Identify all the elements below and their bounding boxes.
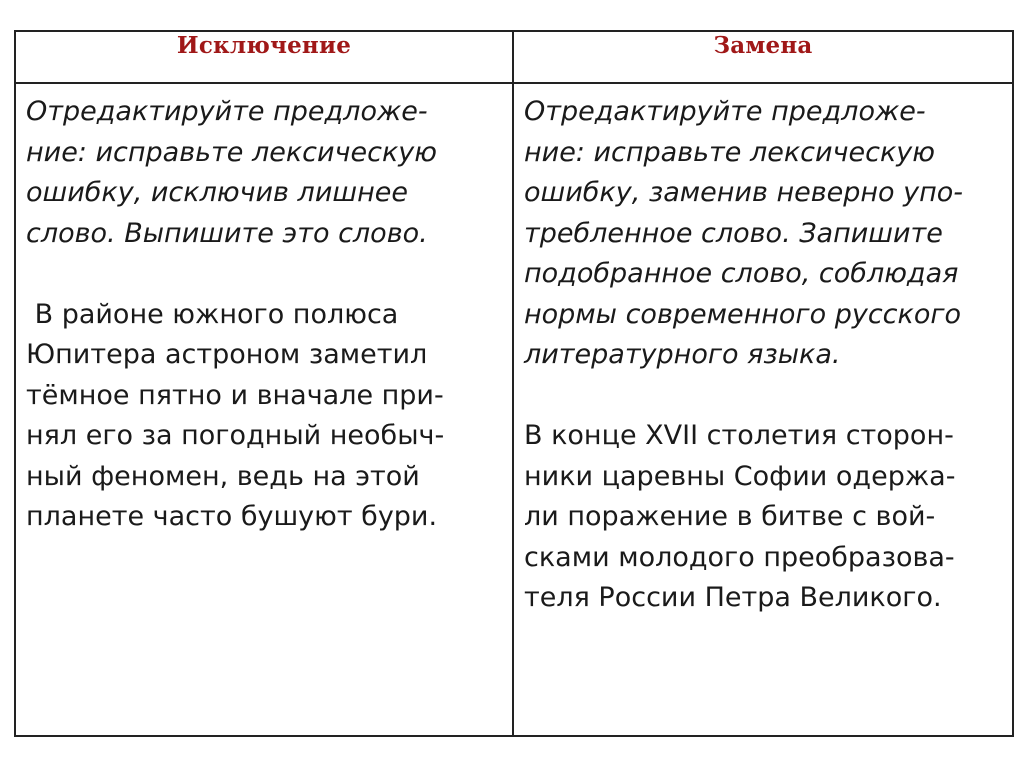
text-line: ли поражение в битве с вой-	[524, 501, 936, 532]
text-line: нял его за погодный необыч-	[26, 420, 445, 451]
text-line: Юпитера астроном заметил	[26, 339, 428, 370]
column-title-exclusion: Исключение	[15, 31, 513, 83]
text-line: ние: исправьте лексическую	[26, 136, 437, 168]
column-title-replacement: Замена	[513, 31, 1013, 83]
cell-replacement	[513, 83, 1013, 736]
example-exclusion	[26, 295, 502, 538]
example-replacement	[524, 416, 1002, 619]
text-line: ошибку, исключив лишнее	[26, 177, 408, 208]
text-line: сками молодого преобразова-	[524, 541, 955, 573]
text-line: ники царевны Софии одержа-	[524, 460, 956, 492]
text-line: слово. Выпишите это слово.	[26, 217, 428, 249]
text-line: ошибку, заменив неверно упо-	[524, 177, 964, 208]
text-line: требленное слово. Запишите	[524, 217, 943, 249]
instruction-exclusion	[26, 92, 502, 254]
text-line: подобранное слово, соблюдая	[524, 258, 959, 289]
instruction-replacement	[524, 92, 1002, 376]
header-row	[15, 31, 1013, 83]
text-line: В районе южного полюса	[26, 298, 399, 330]
text-line: теля России Петра Великого.	[524, 582, 942, 613]
content-row	[15, 83, 1013, 736]
cell-exclusion	[15, 83, 513, 736]
text-line: планете часто бушуют бури.	[26, 501, 438, 532]
comparison-table	[14, 30, 1014, 737]
text-line: В конце XVII столетия сторон-	[524, 420, 954, 451]
text-line: Отредактируйте предложе-	[524, 96, 926, 127]
text-line: ние: исправьте лексическую	[524, 136, 935, 168]
text-line: тёмное пятно и вначале при-	[26, 379, 444, 411]
text-line: ный феномен, ведь на этой	[26, 460, 420, 492]
text-line: Отредактируйте предложе-	[26, 96, 428, 127]
text-line: нормы современного русского	[524, 298, 962, 330]
text-line: литературного языка.	[524, 339, 841, 370]
